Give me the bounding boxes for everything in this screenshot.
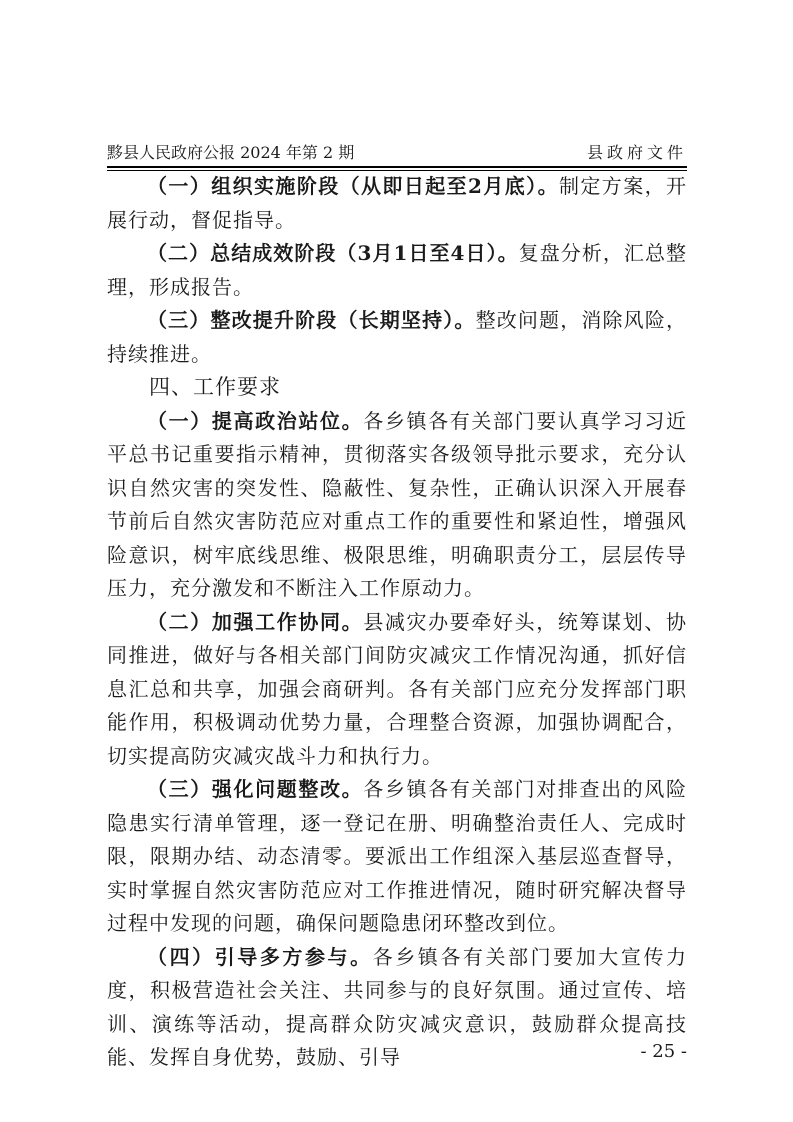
stage-text-1: 制定方案，开展行动，督促指导。: [107, 174, 687, 232]
gazette-title: 黟县人民政府公报 2024 年第 2 期: [107, 143, 355, 162]
requirement-paragraph-2: [107, 606, 687, 774]
stage-heading-1: （一）组织实施阶段（从即日起至2月底）。: [147, 174, 559, 198]
requirement-paragraph-1: [107, 405, 687, 606]
section-heading: 四、工作要求: [149, 375, 281, 399]
requirement-heading-4: （四）引导多方参与。: [147, 944, 373, 969]
requirement-text-2: 县减灾办要牵好头，统筹谋划、协同推进，做好与各相关部门间防灾减灾工作情况沟通，抓好信息汇总和共享，加强会商研判。各有关部门应充分发挥部门职能作用，积极调动优势力量，合理整合资源，加强协调配合，切实提高防灾减灾战斗力和执行力。: [107, 609, 687, 768]
requirement-text-1: 各乡镇各有关部门要认真学习习近平总书记重要指示精神，贯彻落实各级领导批示要求，充分认识自然灾害的突发性、隐蔽性、复杂性，正确认识深入开展春节前后自然灾害防范应对重点工作的重要性和紧迫性，增强风险意识，树牢底线思维、极限思维，明确职责分工，层层传导压力，充分激发和不断注入工作原动力。: [107, 408, 687, 600]
stage-text-2: 复盘分析，汇总整理，形成报告。: [107, 241, 688, 299]
requirement-heading-2: （二）加强工作协同。: [147, 609, 364, 634]
requirement-text-4: 各乡镇各有关部门要加大宣传力度，积极营造社会关注、共同参与的良好氛围。通过宣传、培训、演练等活动，提高群众防灾减灾意识，鼓励群众提高技能、发挥自身优势，鼓励、引导: [107, 944, 688, 1069]
requirement-paragraph-3: [107, 773, 687, 941]
requirement-heading-3: （三）强化问题整改。: [147, 777, 364, 801]
stage-paragraph-1: [107, 170, 687, 237]
stage-heading-3: （三）整改提升阶段（长期坚持）。: [147, 308, 476, 332]
header-rule-thick: [107, 166, 687, 168]
requirement-text-3: 各乡镇各有关部门对排查出的风险隐患实行清单管理，逐一登记在册、明确整治责任人、完成时限，限期办结、动态清零。要派出工作组深入基层巡查督导，实时掌握自然灾害防范应对工作推进情况，随时研究解决督导过程中发现的问题，确保问题隐患闭环整改到位。: [107, 777, 687, 935]
requirement-heading-1: （一）提高政治站位。: [147, 408, 364, 433]
stage-heading-2: （二）总结成效阶段（3月1日至4日）。: [147, 241, 519, 265]
document-body: [107, 170, 687, 1075]
section-label: 县政府文件: [586, 143, 687, 162]
page-header: [107, 142, 687, 164]
requirement-paragraph-4: [107, 941, 687, 1075]
stage-paragraph-2: [107, 237, 687, 304]
stage-text-3: 整改问题，消除风险，持续推进。: [107, 308, 688, 366]
stage-paragraph-3: [107, 304, 687, 371]
page-number: - 25 -: [640, 1041, 687, 1062]
